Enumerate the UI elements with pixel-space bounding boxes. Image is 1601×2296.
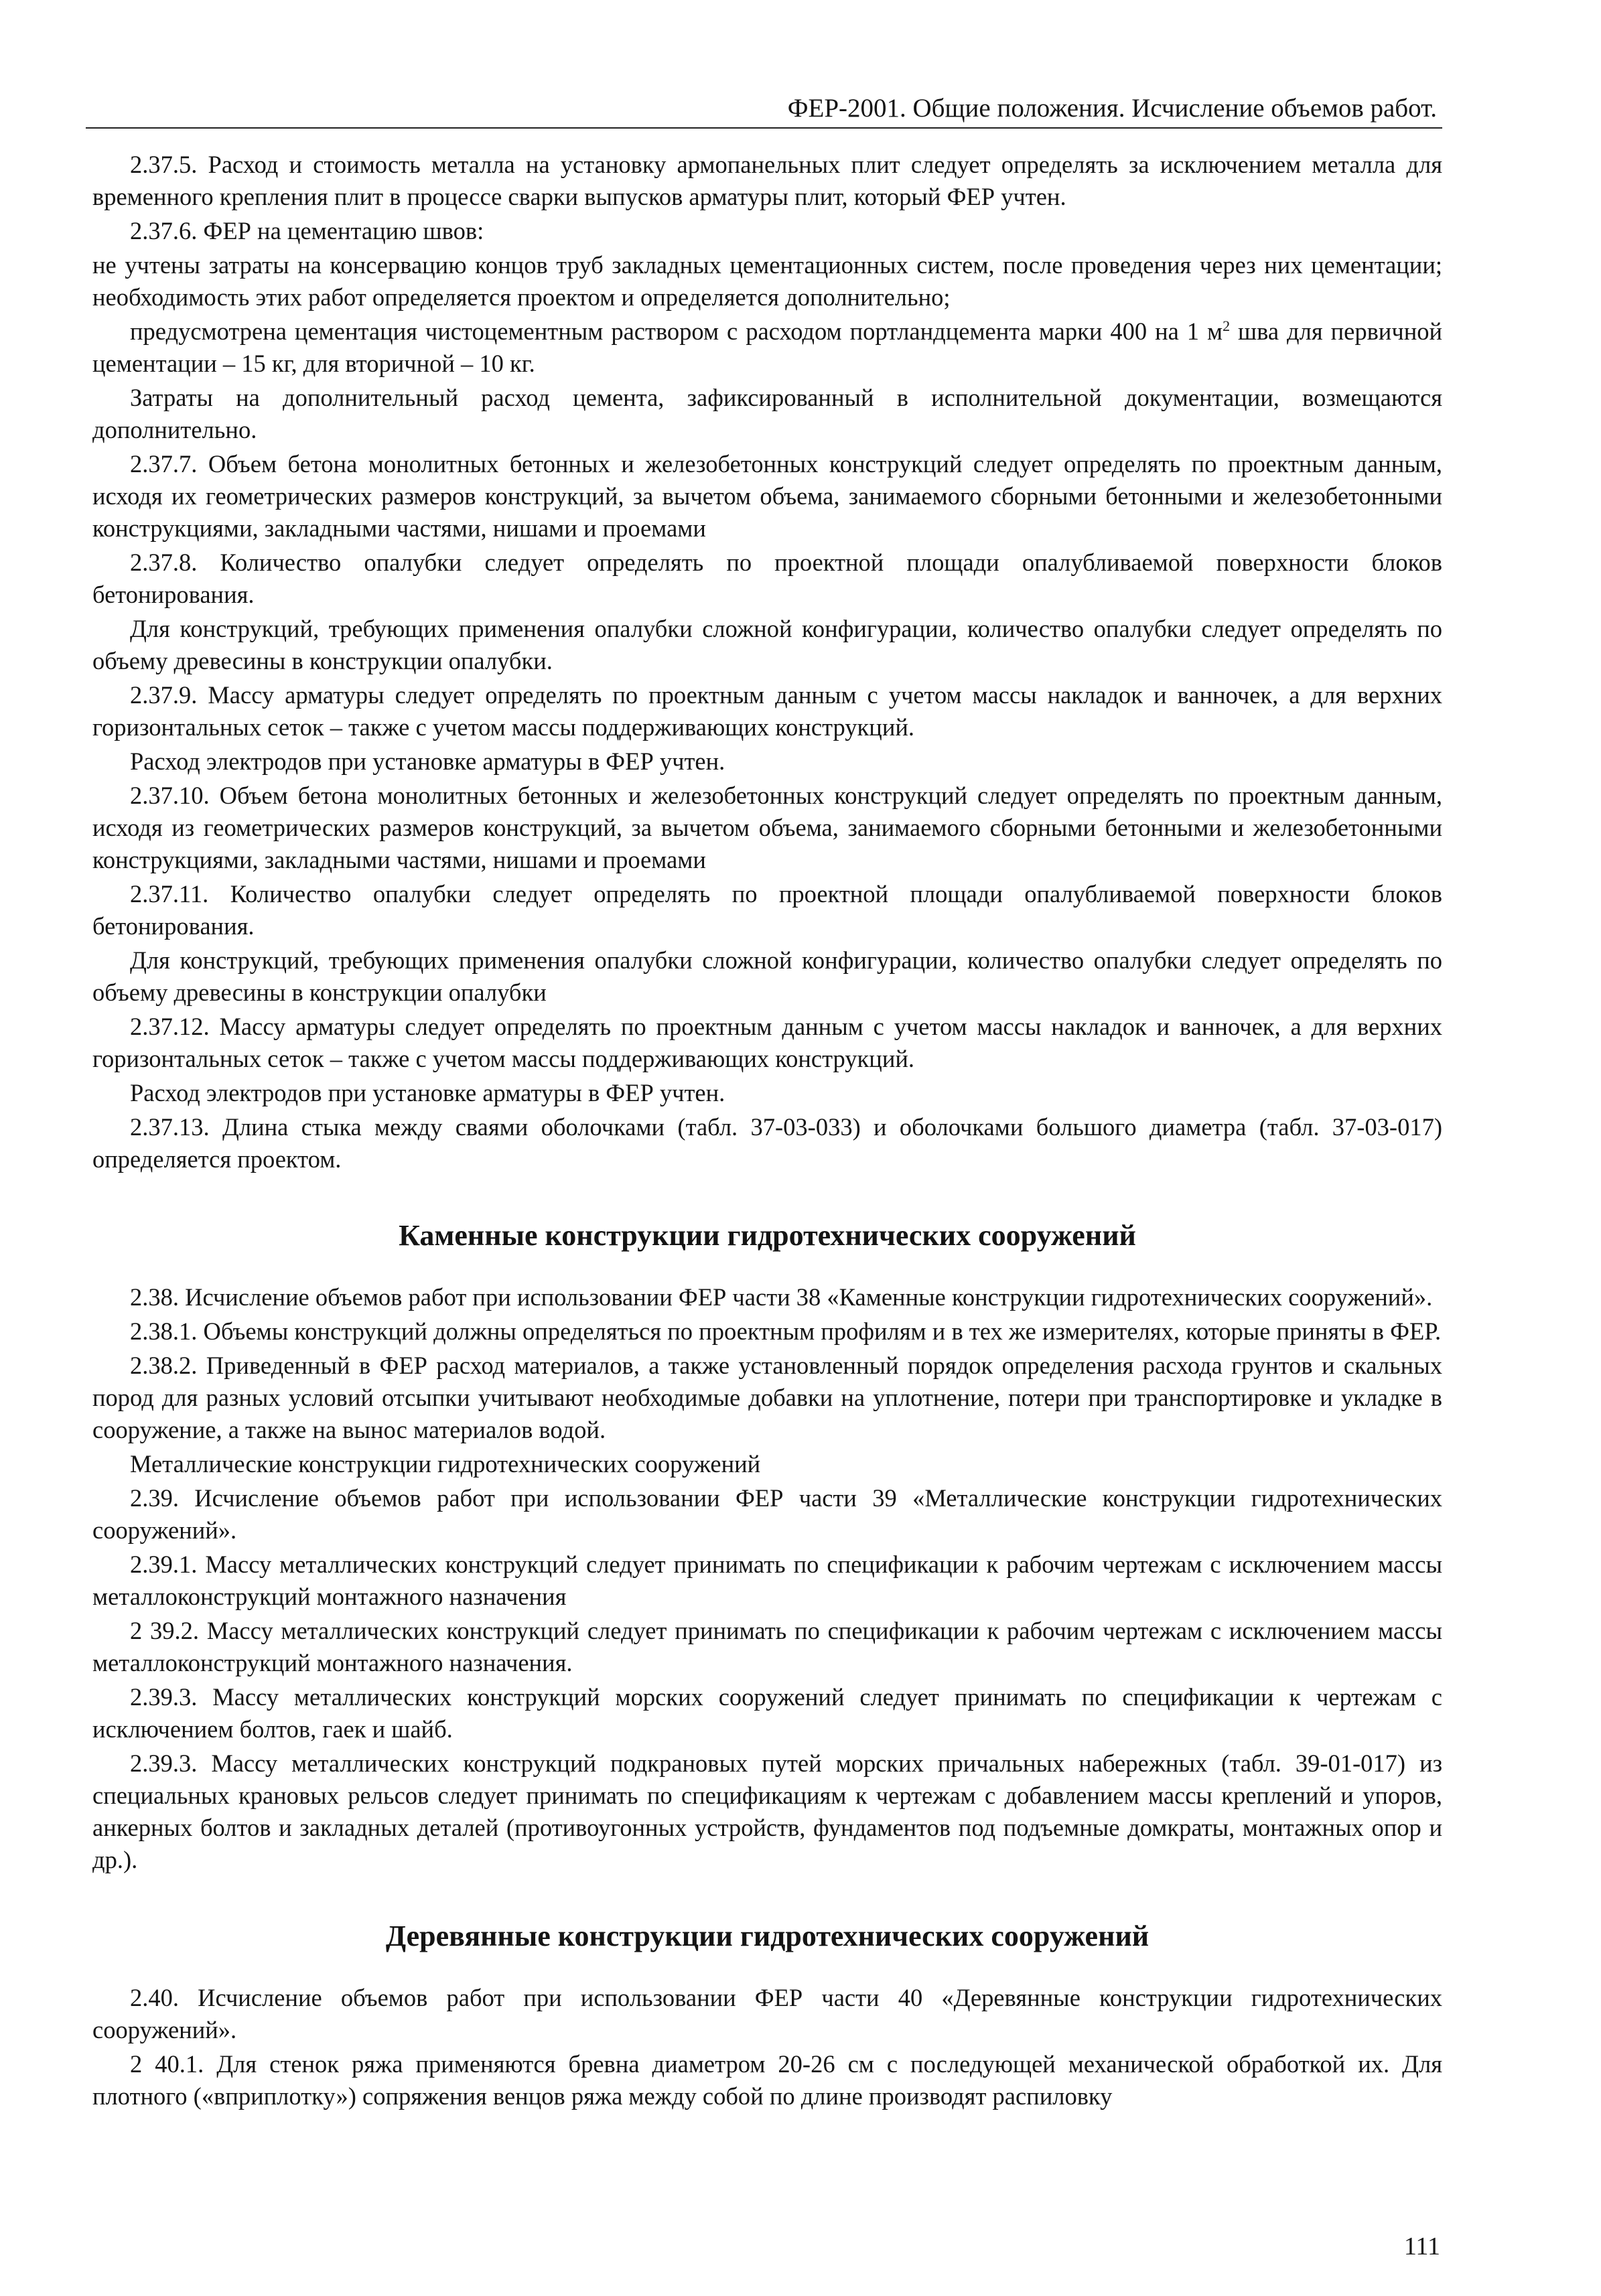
cementation-text-end: шва для первичной цементации – 15 кг, для вторичной – 10 кг. — [92, 317, 1443, 377]
paragraph-2-39-3-crane: 2.39.3. Массу металлических конструкций подкрановых путей морских причальных набережных (табл. 39-01-017) из специальных крановых рельсов следует принимать по спецификациям к чертежам с добавлением массы креплений и упоров, анкерных болтов и закладных деталей (противоугонных устройств, фундаментов под подъемные домкраты, монтажных опор и др.). — [92, 1749, 1442, 1873]
paragraph-electrodes: Расход электродов при установке арматуры в ФЕР учтен. — [130, 747, 725, 775]
paragraph-2-37-12: 2.37.12. Массу арматуры следует определять по проектным данным с учетом массы накладок и ванночек, а для верхних горизонтальных сеток – также с учетом массы поддерживающих конструкций. — [92, 1013, 1442, 1072]
paragraph-cementation — [92, 315, 1442, 380]
paragraph-not-included: не учтены затраты на консервацию концов труб закладных цементационных систем, после проведения через них цементации; необходимость этих работ определяется проектом и определяется дополнительно; — [92, 251, 1442, 311]
paragraph-2-38-2: 2.38.2. Приведенный в ФЕР расход материалов, а также установленный порядок определения расхода грунтов и скальных пород для разных условий отсыпки учитывают необходимые добавки на уплотнение, потери при транспортировке и укладке в сооружение, а также на вынос материалов водой. — [92, 1352, 1442, 1443]
paragraph-formwork-complex-2: Для конструкций, требующих применения опалубки сложной конфигурации, количество опалубки следует определять по объему древесины в конструкции опалубки — [92, 946, 1442, 1006]
section-heading-wood: Деревянные конструкции гидротехнических сооружений — [385, 1920, 1150, 1952]
paragraph-2-37-9: 2.37.9. Массу арматуры следует определять по проектным данным с учетом массы накладок и ванночек, а для верхних горизонтальных сеток – также с учетом массы поддерживающих конструкций. — [92, 681, 1442, 741]
header-rule — [86, 127, 1442, 129]
paragraph-2-40-1: 2 40.1. Для стенок ряжа применяются бревна диаметром 20-26 см с последующей механической обработкой их. Для плотного («вприплотку») сопряжения венцов ряжа между собой по длине производят распиловку — [92, 2050, 1442, 2110]
paragraph-2-37-8: 2.37.8. Количество опалубки следует определять по проектной площади опалубливаемой поверхности блоков бетонирования. — [92, 549, 1442, 608]
running-header: ФЕР-2001. Общие положения. Исчисление объемов работ. — [787, 94, 1437, 123]
page-body — [92, 149, 1442, 2114]
paragraph-2-38: 2.38. Исчисление объемов работ при использовании ФЕР части 38 «Каменные конструкции гидротехнических сооружений». — [130, 1283, 1433, 1311]
paragraph-2-37-7: 2.37.7. Объем бетона монолитных бетонных и железобетонных конструкций следует определять по проектным данным, исходя их геометрических размеров конструкций, за вычетом объема, занимаемого сборными бетонными и железобетонными конструкциями, закладными частями, нишами и проемами — [92, 450, 1442, 542]
page-number: 111 — [1403, 2232, 1440, 2261]
paragraph-2-39-1: 2.39.1. Массу металлических конструкций следует принимать по спецификации к рабочим чертежам с исключением массы металлоконструкций монтажного назначения — [92, 1551, 1442, 1610]
paragraph-cement-costs: Затраты на дополнительный расход цемента, зафиксированный в исполнительной документации, возмещаются дополнительно. — [92, 384, 1442, 443]
paragraph-metal-subheading: Металлические конструкции гидротехнических сооружений — [130, 1450, 761, 1478]
paragraph-2-40: 2.40. Исчисление объемов работ при использовании ФЕР части 40 «Деревянные конструкции гидротехнических сооружений». — [92, 1984, 1442, 2043]
paragraph-2-38-1: 2.38.1. Объемы конструкций должны определяться по проектным профилям и в тех же измерителях, которые приняты в ФЕР. — [130, 1317, 1442, 1345]
paragraph-2-37-11: 2.37.11. Количество опалубки следует определять по проектной площади опалубливаемой поверхности блоков бетонирования. — [92, 880, 1442, 940]
section-heading-stone: Каменные конструкции гидротехнических сооружений — [399, 1219, 1136, 1252]
cementation-text-start: предусмотрена цементация чистоцементным раствором с расходом портландцемента марки 400 на 1 м — [130, 317, 1223, 345]
paragraph-2-37-10: 2.37.10. Объем бетона монолитных бетонных и железобетонных конструкций следует определять по проектным данным, исходя из геометрических размеров конструкций, за вычетом объема, занимаемого сборными бетонными и железобетонными конструкциями, закладными частями, нишами и проемами — [92, 782, 1442, 873]
paragraph-2-37-6: 2.37.6. ФЕР на цементацию швов: — [130, 217, 484, 244]
paragraph-formwork-complex: Для конструкций, требующих применения опалубки сложной конфигурации, количество опалубки следует определять по объему древесины в конструкции опалубки. — [92, 615, 1442, 674]
square-meter-superscript: 2 — [1223, 317, 1231, 334]
paragraph-2-37-5: 2.37.5. Расход и стоимость металла на установку армопанельных плит следует определять за исключением металла для временного крепления плит в процессе сварки выпусков арматуры плит, который ФЕР учтен. — [92, 151, 1442, 210]
paragraph-electrodes-2: Расход электродов при установке арматуры в ФЕР учтен. — [130, 1079, 725, 1106]
paragraph-2-39: 2.39. Исчисление объемов работ при использовании ФЕР части 39 «Металлические конструкции гидротехнических сооружений». — [92, 1484, 1442, 1544]
paragraph-2-37-13: 2.37.13. Длина стыка между сваями оболочками (табл. 37-03-033) и оболочками большого диаметра (табл. 37-03-017) определяется проектом. — [92, 1113, 1442, 1173]
paragraph-2-39-2: 2 39.2. Массу металлических конструкций следует принимать по спецификации к рабочим чертежам с исключением массы металлоконструкций монтажного назначения. — [92, 1617, 1442, 1676]
paragraph-2-39-3: 2.39.3. Массу металлических конструкций морских сооружений следует принимать по спецификации к чертежам с исключением болтов, гаек и шайб. — [92, 1683, 1442, 1743]
